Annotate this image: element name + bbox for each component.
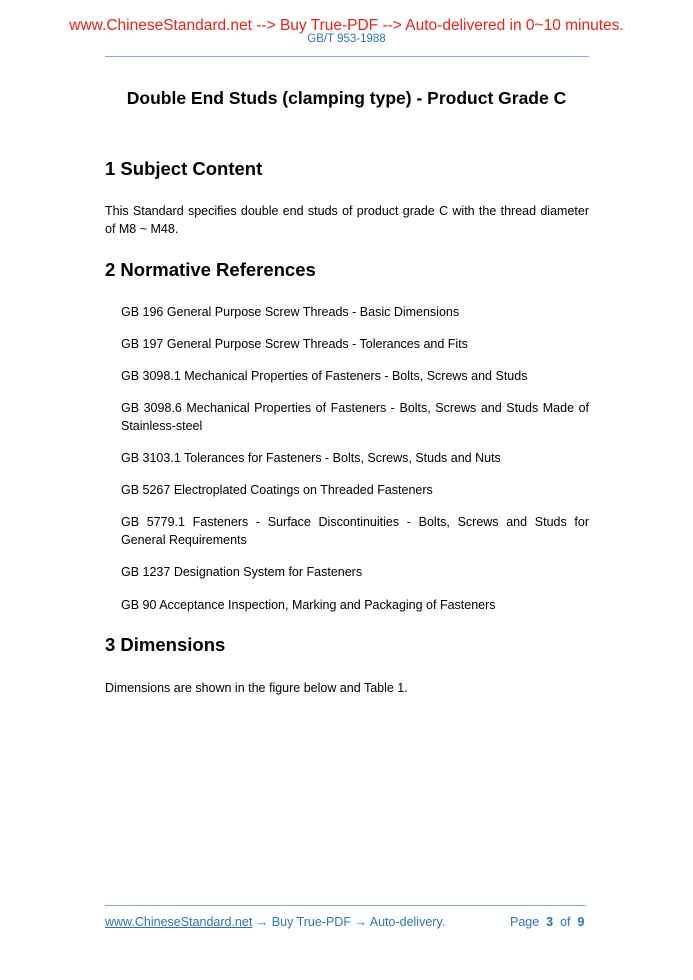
arrow-right-icon: → — [354, 915, 367, 929]
page-total: 9 — [577, 915, 585, 929]
reference-item: GB 5267 Electroplated Coatings on Threaded Fasteners — [121, 483, 433, 497]
page-current: 3 — [546, 915, 554, 929]
page-of: of — [560, 915, 571, 929]
footer-delivery-text: Auto-delivery. — [369, 915, 446, 929]
reference-item: GB 90 Acceptance Inspection, Marking and Packaging of Fasteners — [121, 598, 496, 612]
section-subject-content-text: This Standard specifies double end studs of product grade C with the thread diameter of M8 ~ M48. — [105, 204, 589, 236]
page-indicator — [510, 915, 584, 929]
reference-item: GB 5779.1 Fasteners - Surface Discontinuities - Bolts, Screws and Studs for General Requirements — [121, 515, 589, 547]
reference-item: GB 1237 Designation System for Fasteners — [121, 565, 363, 579]
footer-site-url[interactable]: www.ChineseStandard.net — [105, 915, 253, 929]
reference-item: GB 196 General Purpose Screw Threads - Basic Dimensions — [121, 305, 460, 319]
reference-item: GB 3098.1 Mechanical Properties of Fasteners - Bolts, Screws and Studs — [121, 369, 528, 383]
reference-item: GB 3098.6 Mechanical Properties of Fasteners - Bolts, Screws and Studs Made of Stainless-steel — [121, 401, 589, 433]
section-heading-normative-references: 2 Normative References — [105, 259, 316, 280]
standard-code: GB/T 953-1988 — [307, 33, 386, 45]
arrow-right-icon: → — [255, 915, 269, 929]
footer-buy-text: Buy True-PDF — [271, 915, 351, 929]
footer-purchase-link[interactable] — [105, 915, 445, 929]
section-heading-subject-content: 1 Subject Content — [105, 158, 263, 179]
reference-item: GB 197 General Purpose Screw Threads - Tolerances and Fits — [121, 337, 468, 351]
top-banner-link[interactable]: www.ChineseStandard.net --> Buy True-PDF --> Auto-delivered in 0~10 minutes. — [69, 17, 624, 34]
section-heading-dimensions: 3 Dimensions — [105, 634, 226, 655]
footer-divider — [105, 905, 586, 906]
reference-item: GB 3103.1 Tolerances for Fasteners - Bolts, Screws, Studs and Nuts — [121, 451, 501, 465]
page-label: Page — [510, 915, 540, 929]
document-title: Double End Studs (clamping type) - Product Grade C — [126, 88, 567, 108]
section-dimensions-text: Dimensions are shown in the figure below and Table 1. — [105, 681, 408, 695]
header-divider — [105, 56, 589, 57]
